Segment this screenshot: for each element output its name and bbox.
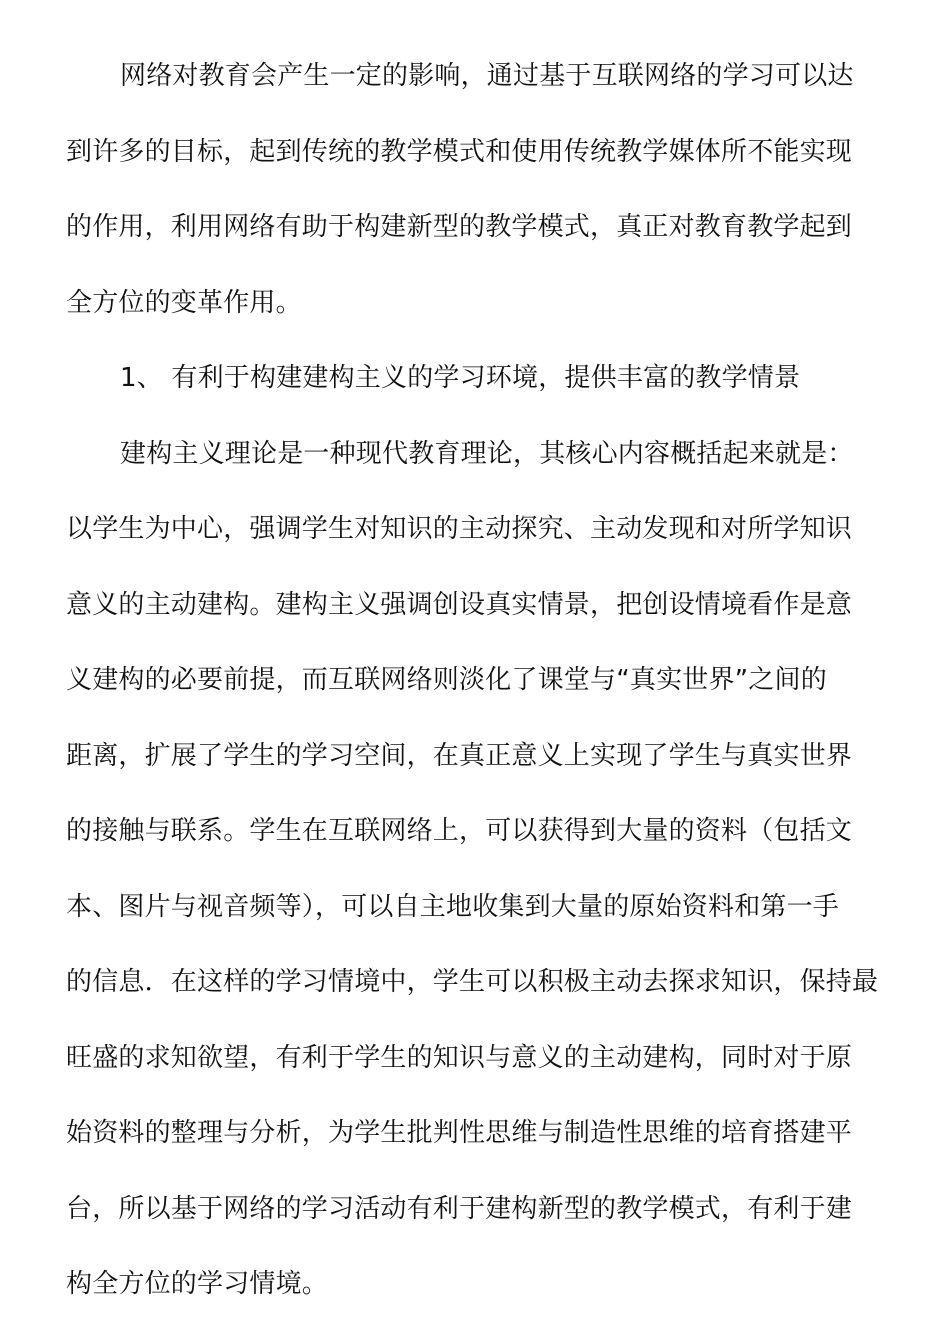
paragraph-1-line-3: 的作用，利用网络有助于构建新型的教学模式，真正对教育教学起到	[66, 212, 853, 242]
paragraph-2-line-2: 以学生为中心，强调学生对知识的主动探究、主动发现和对所学知识	[66, 514, 853, 544]
paragraph-2-line-10: 始资料的整理与分析，为学生批判性思维与制造性思维的培育搭建平	[66, 1118, 853, 1148]
paragraph-2-line-7: 本、图片与视音频等），可以自主地收集到大量的原始资料和第一手	[66, 891, 840, 922]
paragraph-2-line-5: 距离，扩展了学生的学习空间，在真正意义上实现了学生与真实世界	[66, 740, 853, 771]
paragraph-2-line-11: 台，所以基于网络的学习活动有利于建构新型的教学模式，有利于建	[66, 1193, 853, 1224]
paragraph-2-line-9: 旺盛的求知欲望，有利于学生的知识与意义的主动建构，同时对于原	[66, 1042, 853, 1073]
paragraph-1-line-2: 到许多的目标，起到传统的教学模式和使用传统教学媒体所不能实现	[66, 136, 853, 167]
section-heading-1: 1、 有利于构建建构主义的学习环境，提供丰富的教学情景	[120, 363, 801, 393]
paragraph-2-line-3: 意义的主动建构。建构主义强调创设真实情景，把创设情境看作是意	[66, 589, 853, 620]
document-page	[66, 50, 882, 1334]
paragraph-2-line-1: 建构主义理论是一种现代教育理论，其核心内容概括起来就是：	[120, 438, 854, 469]
paragraph-2-line-4: 义建构的必要前提，而互联网络则淡化了课堂与“真实世界”之间的	[66, 665, 827, 695]
paragraph-2-line-6: 的接触与联系。学生在互联网络上，可以获得到大量的资料（包括文	[66, 816, 853, 846]
paragraph-1-line-4: 全方位的变革作用。	[66, 287, 302, 318]
paragraph-2-line-8: 的信息．在这样的学习情境中，学生可以积极主动去探求知识，保持最	[66, 967, 879, 997]
paragraph-1-line-1: 网络对教育会产生一定的影响，通过基于互联网络的学习可以达	[120, 61, 854, 91]
paragraph-2-line-12: 构全方位的学习情境。	[66, 1269, 329, 1299]
